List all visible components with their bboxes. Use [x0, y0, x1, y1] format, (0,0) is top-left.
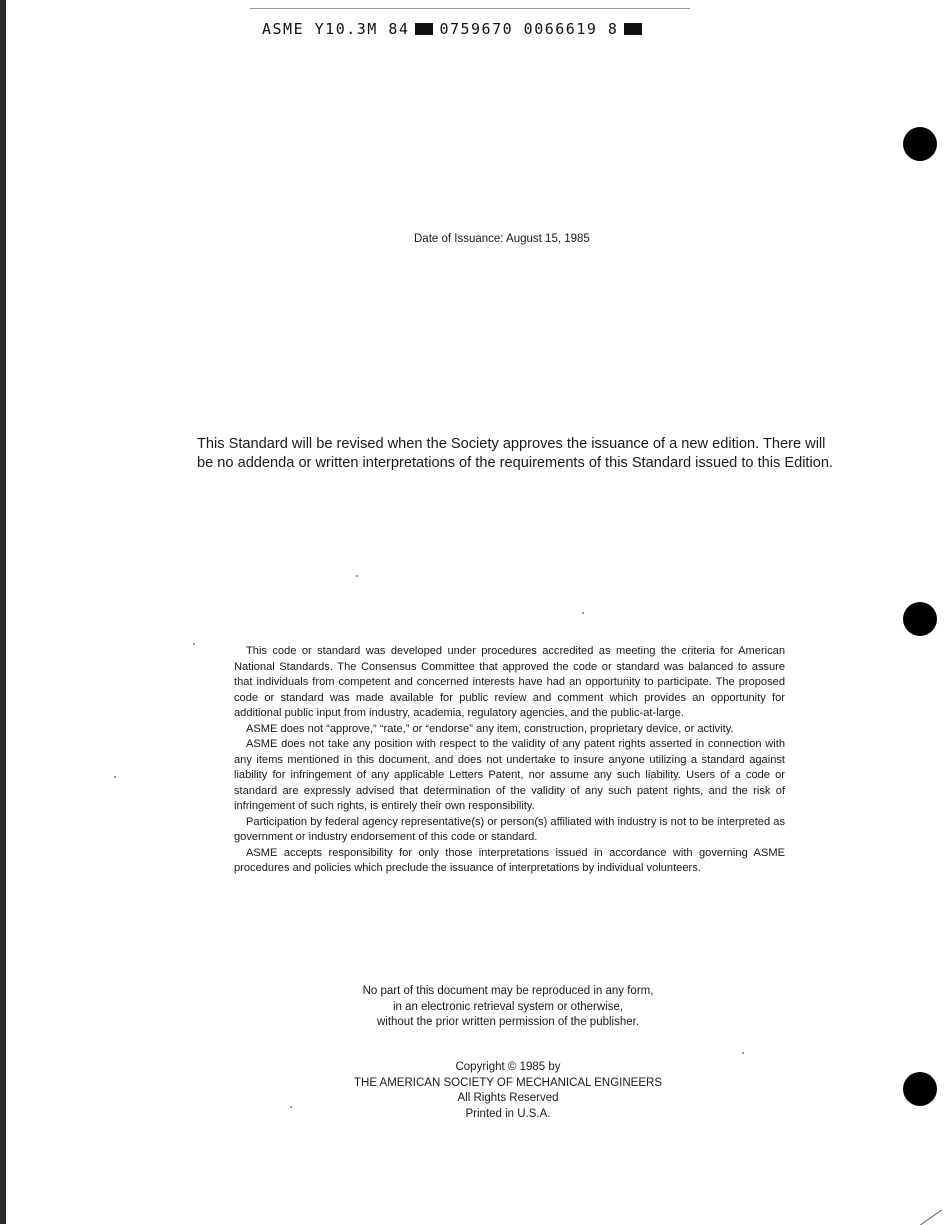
scan-rule: [250, 8, 690, 9]
punch-hole-top: [903, 127, 937, 161]
legal-paragraph: ASME does not “approve,” “rate,” or “endorse” any item, construction, proprietary device, or activity.: [246, 722, 734, 735]
reproduction-line: in an electronic retrieval system or otherwise,: [392, 1000, 624, 1013]
copyright-line: Copyright © 1985 by: [455, 1061, 561, 1073]
revision-notice: This Standard will be revised when the Society approves the issuance of a new edition. There will be no addenda or written interpretations of the requirements of this Standard issued to this Edition.: [197, 436, 834, 471]
copyright-line: THE AMERICAN SOCIETY OF MECHANICAL ENGINEERS: [354, 1076, 662, 1089]
legal-paragraph: Participation by federal agency representative(s) or person(s) affiliated with industry is not to be interpreted as government or industry endorsement of this code or standard.: [234, 815, 785, 843]
legal-paragraph: ASME does not take any position with respect to the validity of any patent rights asserted in connection with any items mentioned in this document, and does not undertake to insure anyone utilizing a standard against liability for infringement of any applicable Letters Patent, nor assume any such liability. Users of a code or standard are expressly advised that determination of the validity of any such patent rights, and the risk of infringement of such rights, is entirely their own responsibility.: [234, 738, 785, 812]
copyright-line: Printed in U.S.A.: [465, 1107, 551, 1120]
punch-hole-bottom: [903, 1072, 937, 1106]
reproduction-line: No part of this document may be reproduced in any form,: [362, 985, 654, 997]
header-code: ASME Y10.3M 84: [262, 20, 410, 38]
scan-speck: [114, 776, 116, 778]
legal-paragraph: ASME accepts responsibility for only those interpretations issued in accordance with governing ASME procedures and policies which preclude the issuance of interpretations by individual volunteers.: [234, 846, 785, 874]
scan-speck: [356, 575, 358, 577]
copyright-line: All Rights Reserved: [457, 1092, 559, 1104]
scan-speck: [582, 612, 584, 614]
punch-hole-middle: [903, 602, 937, 636]
date-of-issuance: Date of Issuance: August 15, 1985: [414, 233, 590, 245]
header-block-mark: [624, 23, 642, 35]
scan-corner-mark: [920, 1210, 942, 1225]
reproduction-line: without the prior written permission of the publisher.: [376, 1016, 640, 1028]
scan-speck: [290, 1106, 292, 1108]
header-block-mark: [415, 23, 433, 35]
scan-edge: [0, 0, 6, 1224]
scan-speck: [742, 1052, 744, 1054]
header-number: 0759670 0066619 8: [439, 20, 619, 38]
page-header: [262, 20, 648, 38]
scan-speck: [193, 643, 195, 645]
copyright-block: [300, 1060, 716, 1122]
legal-disclaimer: [234, 644, 785, 877]
reproduction-notice: [300, 984, 716, 1031]
legal-paragraph: This code or standard was developed under procedures accredited as meeting the criteria for American National Standards. The Consensus Committee that approved the code or standard was balanced to assure that individuals from competent and concerned interests have had an opportunity to participate. The proposed code or standard was made available for public review and comment which provides an opportunity for additional public input from industry, academia, regulatory agencies, and the public-at-large.: [234, 645, 785, 719]
